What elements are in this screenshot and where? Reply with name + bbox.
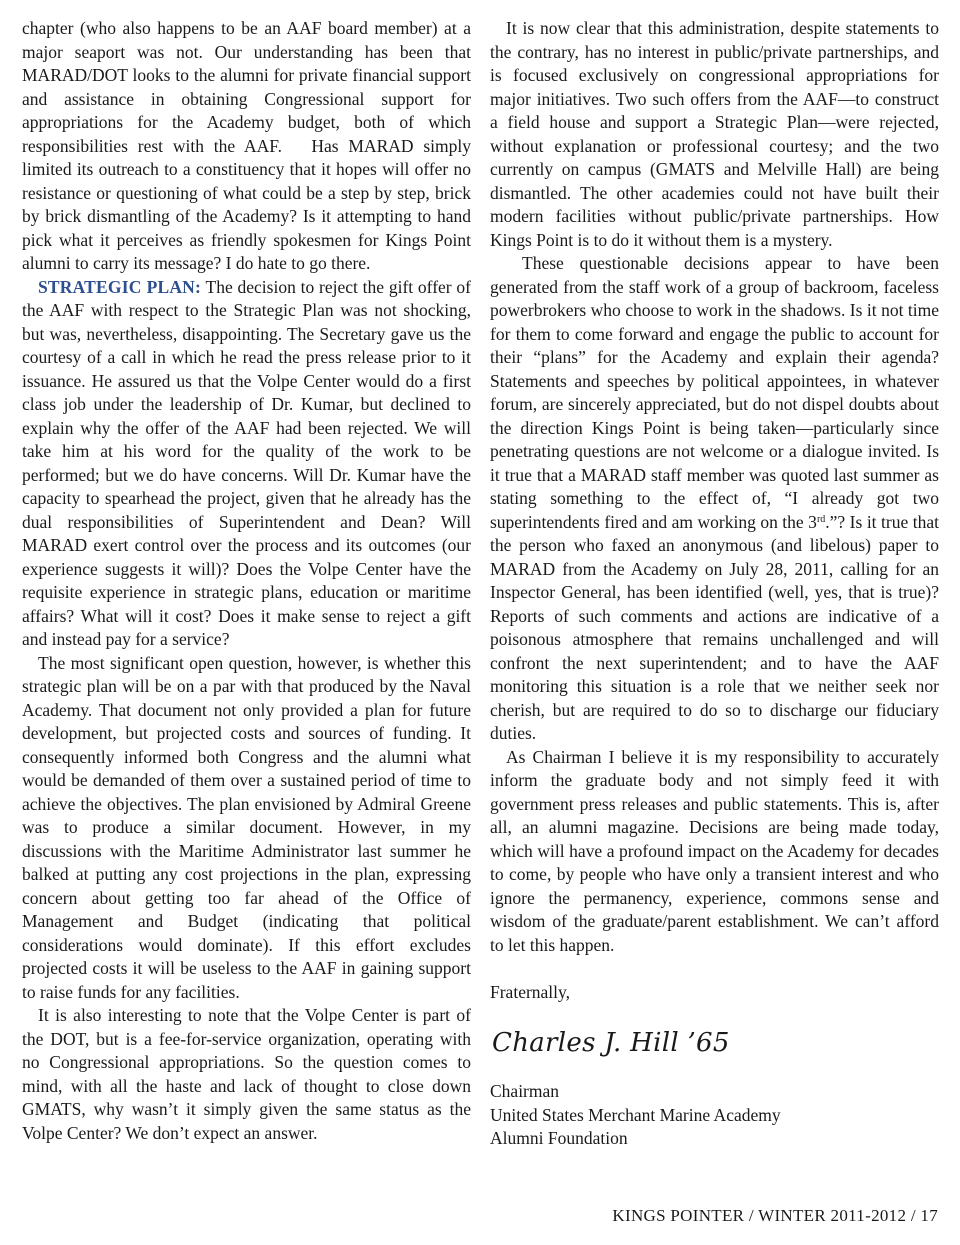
paragraph-chairman-responsibility: As Chairman I believe it is my responsibility to accurately inform the graduate body and not simply feed it with government press releases and public statements. This is, after all, an alumni magazine. Decisions are being made today, which will have a profound impact on the Academy for decades to come, by people who have only a transient interest and who ignore the permanency, experience, commons sense and wisdom of the graduate/parent establishment. We can’t afford to let this happen. xyxy=(490,746,939,955)
paragraph-outreach: chapter (who also happens to be an AAF board member) at a major seaport was not. Our understanding has been that MARAD/DOT looks to the alumni for private financial support and assistance in obtaining Congressional support for appropriations for the Academy budget, both of which responsibilities rest with the AAF. Has MARAD simply limited its outreach to a constituency that it hopes will offer no resistance or questioning of what could be a step by step, brick by brick dismantling of the Academy? Is it attempting to hand pick what it perceives as friendly spokesmen for Kings Point alumni to carry its message? I do hate to go there. xyxy=(22,18,471,273)
signer-title: Chairman xyxy=(490,1081,560,1101)
decisions-text-a: These questionable decisions appear to have been generated from the staff work of a group of backroom, faceless powerbrokers who choose to work in the shadows. Is it not time for them to come forward and engage the public to account for their “plans” for the Academy and explain their agenda? Statements and speeches by political appointees, in whatever forum, are sincerely appreciated, but do not dispel doubts about the direction Kings Point is being taken—particularly since penetrating questions are not welcome or a dialogue invited. Is it true that a MARAD staff member was quoted last summer as stating something to the effect of, “I already got two superintendents fired and am working on the 3 xyxy=(490,253,939,532)
paragraph-partnerships: It is now clear that this administration, despite statements to the contrary, has no interest in public/private partnerships, and is focused exclusively on congressional appropriations for major initiatives. Two such offers from the AAF—to construct a field house and support a Strategic Plan—were rejected, without explanation or professional courtesy; and the two currently on campus (GMATS and Melville Hall) are being dismantled. The other academies could not have built their modern facilities without public/private partnerships. How Kings Point is to do it without them is a mystery. xyxy=(490,18,939,250)
left-column xyxy=(22,17,471,1145)
page-folio: KINGS POINTER / WINTER 2011-2012 / 17 xyxy=(612,1206,938,1225)
signer-organization-line2: Alumni Foundation xyxy=(490,1128,628,1148)
closing-salutation: Fraternally, xyxy=(490,981,571,1002)
signer-organization: United States Merchant Marine Academy xyxy=(490,1104,781,1125)
paragraph-strategic-plan xyxy=(22,276,471,652)
right-column xyxy=(490,17,939,1151)
paragraph-open-question: The most significant open question, however, is whether this strategic plan will be on a par with that produced by the Naval Academy. That document not only provided a plan for future development, but projected costs and sources of funding. It consequently informed both Congress and the alumni what would be demanded of them over a sustained period of time to achieve the objectives. The plan envisioned by Admiral Greene was to produce a similar document. However, in my discussions with the Maritime Administrator last summer he balked at putting any cost projections in the plan, expressing concern about getting too far ahead of the Office of Management and Budget (indicating that political considerations would dominate). If this effort excludes projected costs it will be useless to the AAF in gaining support to raise funds for any facilities. xyxy=(22,652,471,1002)
paragraph-questionable-decisions xyxy=(490,252,939,746)
paragraph-volpe-center: It is also interesting to note that the Volpe Center is part of the DOT, but is a fee-for-service organization, operating with no Congressional appropriations. So the question comes to mind, with all the haste and lack of thought to close down GMATS, why wasn’t it simply given the same status as the Volpe Center? We don’t expect an answer. xyxy=(22,1005,471,1143)
decisions-text-b: .”? Is it true that the person who faxed an anonymous (and libelous) paper to MARAD from the Academy on July 28, 2011, calling for an Inspector General, has been identified (well, yes, that is true)? Reports of such comments and actions are indicative of a poisonous atmosphere that remains unchallenged and will confront the next superintendent; and to have the AAF monitoring this situation is a role that we neither seek nor cherish, but are required to do so to discharge our fiduciary duties. xyxy=(490,511,939,743)
superscript-rd: rd xyxy=(816,513,826,525)
strategic-plan-text: The decision to reject the gift offer of the AAF with respect to the Strategic Plan was not shocking, but was, nevertheless, disappointing. The Secretary gave us the courtesy of a call in which he read the press release prior to it issuance. He assured us that the Volpe Center would do a first class job under the leadership of Dr. Kumar, but declined to explain why the offer of the AAF had been rejected. We will take him at his word for the quality of the work to be performed; but we do have concerns. Will Dr. Kumar have the capacity to spearhead the project, given that he already has the dual responsibilities of Superintendent and Dean? Will MARAD exert control over the process and its outcomes (our experience suggests it will)? Does the Volpe Center have the requisite experience in strategic plans, education or maritime affairs? What will it cost? Does it make sense to reject a gift and instead pay for a service? xyxy=(22,276,471,649)
signature: Charles J. Hill ’65 xyxy=(492,1028,730,1058)
section-heading-strategic-plan: STRATEGIC PLAN: xyxy=(38,276,202,297)
